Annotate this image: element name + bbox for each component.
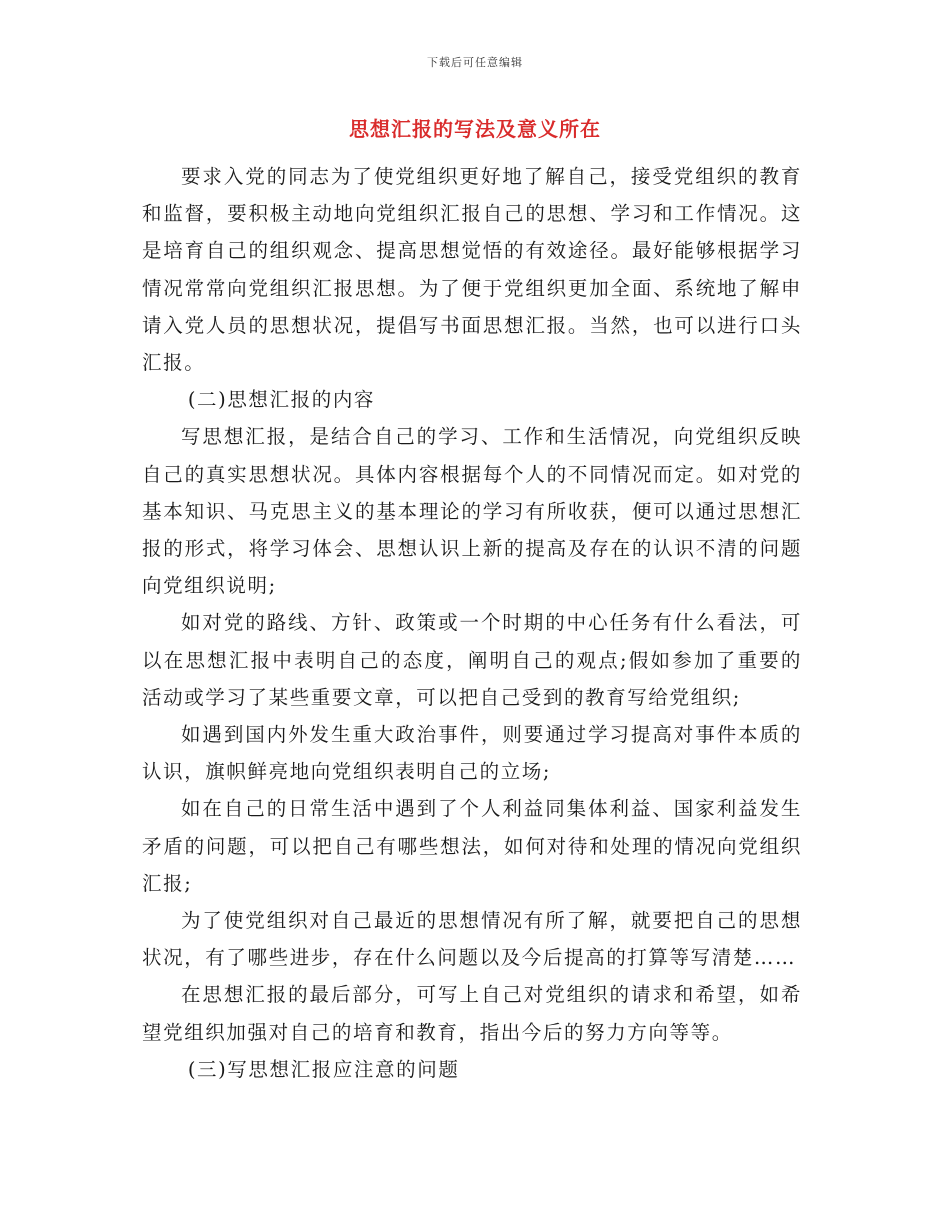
paragraph-closing: 在思想汇报的最后部分，可写上自己对党组织的请求和希望，如希望党组织加强对自己的培育和教育，指出今后的努力方向等等。 (142, 983, 802, 1044)
paragraph-policy: 如对党的路线、方针、政策或一个时期的中心任务有什么看法，可以在思想汇报中表明自己的态度，阐明自己的观点;假如参加了重要的活动或学习了某些重要文章，可以把自己受到的教育写给党组织; (142, 611, 802, 709)
paragraph-events: 如遇到国内外发生重大政治事件，则要通过学习提高对事件本质的认识，旗帜鲜亮地向党组织表明自己的立场; (142, 723, 802, 784)
header-note: 下载后可任意编辑 (427, 56, 523, 69)
paragraph-daily-life: 如在自己的日常生活中遇到了个人利益同集体利益、国家利益发生矛盾的问题，可以把自己有哪些想法，如何对待和处理的情况向党组织汇报; (142, 797, 802, 895)
section-heading-content: (二)思想汇报的内容 (187, 388, 376, 412)
paragraph-intro: 要求入党的同志为了使党组织更好地了解自己，接受党组织的教育和监督，要积极主动地向党组织汇报自己的思想、学习和工作情况。这是培育自己的组织观念、提高思想觉悟的有效途径。最好能够根据学习情况常常向党组织汇报思想。为了便于党组织更加全面、系统地了解申请入党人员的思想状况，提倡写书面思想汇报。当然，也可以进行口头汇报。 (142, 165, 802, 375)
paragraph-progress: 为了使党组织对自己最近的思想情况有所了解，就要把自己的思想状况，有了哪些进步，存在什么问题以及今后提高的打算等写清楚…… (142, 909, 802, 970)
document-title: 思想汇报的写法及意义所在 (349, 117, 601, 141)
document-body (142, 158, 802, 1088)
section-heading-notes: (三)写思想汇报应注意的问题 (187, 1057, 460, 1081)
paragraph-content: 写思想汇报，是结合自己的学习、工作和生活情况，向党组织反映自己的真实思想状况。具体内容根据每个人的不同情况而定。如对党的基本知识、马克思主义的基本理论的学习有所收获，便可以通过思想汇报的形式，将学习体会、思想认识上新的提高及存在的认识不清的问题向党组织说明; (142, 425, 802, 598)
